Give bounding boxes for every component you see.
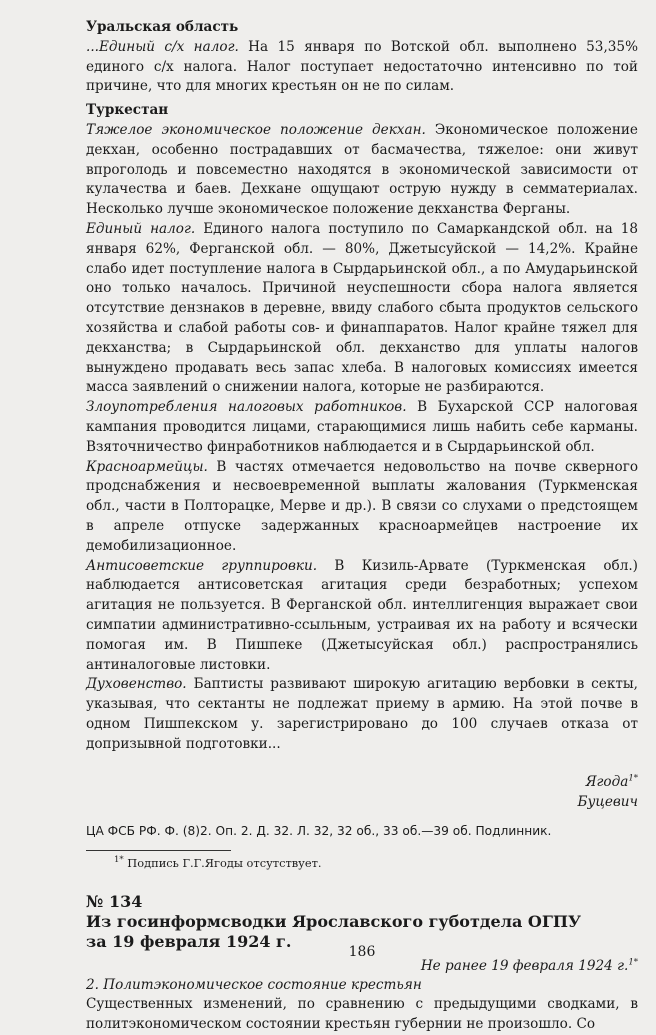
paragraph-anti-soviet — [86, 557, 638, 676]
document-number: № 134 — [86, 892, 143, 912]
section-heading-turkestan: Туркестан — [86, 102, 169, 119]
signature-butsevich: Буцевич — [577, 794, 638, 811]
paragraph-ural-tax — [86, 38, 638, 97]
paragraph-lead: Единый налог. — [86, 220, 196, 237]
paragraph-lead: ...Единый с/х налог. — [86, 38, 239, 55]
footnote-divider — [86, 850, 231, 851]
footnote-mark: 1* — [628, 957, 638, 968]
footnote-mark: 1* — [114, 855, 124, 866]
paragraph-lead: Антисоветские группировки. — [86, 557, 318, 574]
paragraph-text: В частях отмечается недовольство на почве скверного продснабжения и несвоевременной выплаты жалования (Туркменская обл., части в Полторацке, Мерве и др.). В связи со слухами о предстоящем в апреле отпуске задержанных красноармейцев настроение их демобилизационное. — [86, 458, 638, 554]
paragraph-text: Баптисты развивают широкую агитацию вербовки в секты, указывая, что сектанты не подлежат приему в армию. На этой почве в одном Пишпекском у. зарегистрировано до 100 случаев отказа от допризывной подготовки... — [86, 676, 638, 752]
page-number: 186 — [348, 944, 376, 960]
document-subheading: 2. Политэкономическое состояние крестьян — [86, 977, 422, 994]
paragraph-text: В Бухарской ССР налоговая кампания проводится лицами, старающимися лишь набить себе карманы. Взяточничество финработников наблюдается и в Сырдарьинской обл. — [86, 399, 638, 455]
paragraph-lead: Духовенство. — [86, 676, 187, 693]
document-page — [86, 18, 638, 1035]
paragraph-abuses — [86, 398, 638, 457]
paragraph-economy — [86, 121, 638, 220]
paragraph-red-army — [86, 458, 638, 557]
paragraph-text: Экономическое положение декхан, особенно пострадавших от басмачества, тяжелое: они живут впроголодь и повсеместно находятся в экономической зависимости от кулачества и баев. Дехкане ощущают острую нужду в семматериалах. Несколько лучше экономическое положение декханства Ферганы. — [86, 121, 638, 218]
paragraph-text: Единого налога поступило по Самаркандской обл. на 18 января 62%, Ферганской обл. — 80%, Джетысуйской — 14,2%. Крайне слабо идет поступление налога в Сырдарьинской обл., а по Амударьинской оно только началось. Причиной неуспешности сбора налога является отсутствие дензнаков в деревне, ввиду слабого сбыта продуктов сельского хозяйства и слабой работы сов- и финаппаратов. Налог крайне тяжел для декханства; в Сырдарьинской обл. декханство для уплаты налогов вынуждено продавать весь запас хлеба. В налоговых комиссиях имеется масса заявлений о снижении налога, которые не разбираются. — [86, 220, 639, 396]
archive-source: ЦА ФСБ РФ. Ф. (8)2. Оп. 2. Д. 32. Л. 32, 32 об., 33 об.—39 об. Подлинник. — [86, 824, 552, 839]
section-heading-ural: Уральская область — [86, 19, 239, 35]
paragraph-lead: Красноармейцы. — [86, 458, 208, 475]
paragraph-clergy — [86, 675, 638, 754]
paragraph-lead: Тяжелое экономическое положение декхан. — [86, 121, 426, 138]
document-title-line-2: за 19 февраля 1924 г. — [86, 931, 292, 951]
paragraph-text: На 15 января по Вотской обл. выполнено 53,35% единого с/х налога. Налог поступает недостаточно интенсивно по той причине, что для многих крестьян он не по силам. — [86, 38, 638, 95]
paragraph-tax — [86, 220, 638, 398]
footnote: $^{1*}$ Подпись Г.Г.Ягоды отсутствует. — [114, 855, 322, 871]
document-date: Не ранее 19 февраля 1924 г.$^{1*}$ — [420, 957, 638, 975]
signature-yagoda: Ягода$^{1*}$ — [585, 773, 638, 791]
footnote-mark: 1* — [628, 773, 638, 784]
document-title-line-1: Из госинформсводки Ярославского губотдела ОГПУ — [86, 912, 582, 932]
paragraph-lead: Злоупотребления налоговых работников. — [86, 399, 407, 416]
paragraph-text: В Кизиль-Арвате (Туркменская обл.) наблюдается антисоветская агитация среди безработных; успехом агитация не пользуется. В Ферганской обл. интеллигенция выражает свои симпатии административно-ссыльным, устраивая их на работу и всячески помогая им. В Пишпеке (Джетысуйская обл.) распространялись антиналоговые листовки. — [86, 557, 638, 673]
paragraph-yaroslavl: Существенных изменений, по сравнению с предыдущими сводками, в политэкономическом состоянии крестьян губернии не произошло. Со — [86, 996, 638, 1033]
